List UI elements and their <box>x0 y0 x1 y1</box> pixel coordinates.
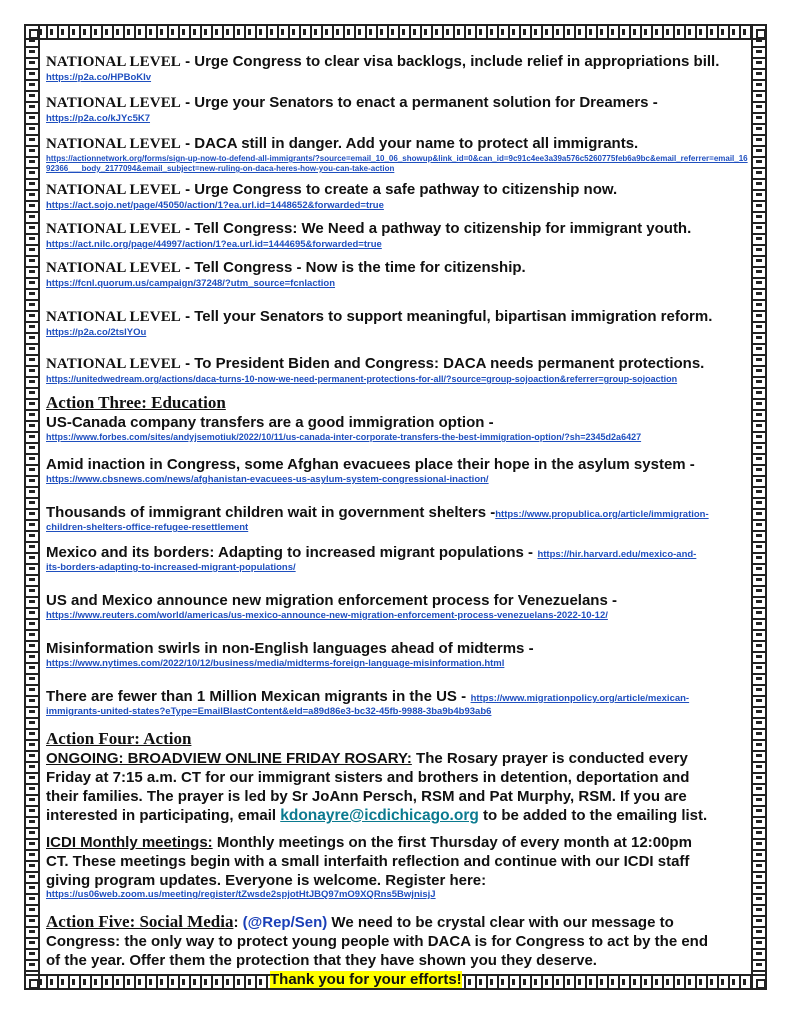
rosary-line: interested in participating, email <box>46 807 281 824</box>
icdi-line: Monthly meetings on the first Thursday of every month at 12:00pm <box>212 834 692 851</box>
social-media-line: of the year. Offer them the protection that they have shown you they deserve. <box>46 952 597 969</box>
education-text: Misinformation swirls in non-English languages ahead of midterms - <box>46 640 534 657</box>
national-item <box>46 134 748 174</box>
level-label: NATIONAL LEVEL <box>46 182 181 198</box>
education-text: US-Canada company transfers are a good immigration option - <box>46 414 494 431</box>
section-heading-action: Action Four: Action <box>46 729 192 748</box>
action-link[interactable]: https://actionnetwork.org/forms/sign-up-now-to-defend-all-immigrants/?source=email_10_06_showup&link_id=0&can_id=9c91c4ee3a39a576c5260775feb6a9bc&email_referrer=email_1692366___body_2177094&email_subject=new-ruling-on-daca-heres-how-you-can-take-action <box>46 154 748 173</box>
level-label: NATIONAL LEVEL <box>46 221 181 237</box>
education-item <box>46 639 748 669</box>
level-label: NATIONAL LEVEL <box>46 260 181 276</box>
border-corner <box>24 974 40 990</box>
social-media-line: We need to be crystal clear with our message to <box>327 914 674 931</box>
action-link[interactable]: https://fcnl.quorum.us/campaign/37248/?utm_source=fcnlaction <box>46 278 336 289</box>
action-text: Tell Congress: We Need a pathway to citizenship for immigrant youth. <box>194 220 692 237</box>
level-label: NATIONAL LEVEL <box>46 309 181 325</box>
separator: - <box>180 259 195 276</box>
border-top <box>24 24 767 40</box>
action-text: Urge Congress to create a safe pathway to citizenship now. <box>194 181 618 198</box>
icdi-line: giving program updates. Everyone is welcome. Register here: <box>46 872 487 889</box>
action-link[interactable]: https://p2a.co/kJYc5K7 <box>46 113 151 124</box>
section-heading-education: Action Three: Education <box>46 393 226 412</box>
education-text: US and Mexico announce new migration enforcement process for Venezuelans - <box>46 592 617 609</box>
action-text: Tell Congress - Now is the time for citizenship. <box>194 259 526 276</box>
rosary-heading: ONGOING: BROADVIEW ONLINE FRIDAY ROSARY: <box>46 750 412 767</box>
national-item <box>46 52 748 83</box>
separator: - <box>180 220 195 237</box>
separator: - <box>180 181 195 198</box>
rosary-email-link[interactable]: kdonayre@icdichicago.org <box>280 807 479 824</box>
social-media-paragraph <box>46 912 748 989</box>
action-text: Urge your Senators to enact a permanent solution for Dreamers - <box>194 94 658 111</box>
document-body <box>46 52 748 989</box>
rosary-paragraph <box>46 749 748 825</box>
education-text: Thousands of immigrant children wait in government shelters - <box>46 504 496 521</box>
section-heading-social-media: Action Five: Social Media <box>46 912 234 931</box>
education-link[interactable]: https://www.reuters.com/world/americas/us-mexico-announce-new-migration-enforcement-process-venezuelans-2022-10-12/ <box>46 610 608 621</box>
education-link[interactable]: https://www.cbsnews.com/news/afghanistan-evacuees-us-asylum-system-congressional-inaction/ <box>46 474 489 485</box>
rosary-line: to be added to the emailing list. <box>478 807 708 824</box>
separator: - <box>180 53 195 70</box>
education-link[interactable]: https://www.migrationpolicy.org/article/mexican- <box>470 693 690 704</box>
level-label: NATIONAL LEVEL <box>46 95 181 111</box>
national-item <box>46 354 748 385</box>
social-media-line: Congress: the only way to protect young people with DACA is for Congress to act by the end <box>46 933 709 950</box>
separator: - <box>180 308 195 325</box>
education-link[interactable]: https://www.nytimes.com/2022/10/12/business/media/midterms-foreign-language-misinformation.html <box>46 658 505 669</box>
education-item <box>46 687 748 717</box>
national-item <box>46 258 748 289</box>
education-item <box>46 503 748 533</box>
education-link-continued[interactable]: its-borders-adapting-to-increased-migrant-populations/ <box>46 562 296 573</box>
action-text: Urge Congress to clear visa backlogs, include relief in appropriations bill. <box>194 53 720 70</box>
action-link[interactable]: https://p2a.co/HPBoKIv <box>46 72 152 83</box>
action-text: To President Biden and Congress: DACA needs permanent protections. <box>194 355 705 372</box>
rosary-line: The Rosary prayer is conducted every <box>411 750 688 767</box>
border-right <box>751 24 767 990</box>
icdi-register-link[interactable]: https://us06web.zoom.us/meeting/register/tZwsde2spjotHtJBQ97mO9XQRns5BwjnisjJ <box>46 889 436 900</box>
level-label: NATIONAL LEVEL <box>46 136 181 152</box>
national-item <box>46 219 748 250</box>
border-corner <box>751 24 767 40</box>
border-left <box>24 24 40 990</box>
education-text: There are fewer than 1 Million Mexican migrants in the US - <box>46 688 467 705</box>
action-link[interactable]: https://p2a.co/2tslYOu <box>46 327 147 338</box>
action-link[interactable]: https://act.nilc.org/page/44997/action/1?ea.url.id=1444695&forwarded=true <box>46 239 382 250</box>
education-text: Mexico and its borders: Adapting to increased migrant populations - <box>46 544 533 561</box>
rep-sen-tag: (@Rep/Sen) <box>242 914 328 931</box>
education-item <box>46 455 748 485</box>
action-link[interactable]: https://act.sojo.net/page/45050/action/1?ea.url.id=1448652&forwarded=true <box>46 200 384 211</box>
education-link[interactable]: https://hir.harvard.edu/mexico-and- <box>537 549 697 560</box>
rosary-line: Friday at 7:15 a.m. CT for our immigrant sisters and brothers in detention, deportation and <box>46 769 690 786</box>
action-text: Tell your Senators to support meaningful, bipartisan immigration reform. <box>194 308 713 325</box>
education-item <box>46 413 748 443</box>
separator: : <box>233 914 243 931</box>
education-link-continued[interactable]: immigrants-united-states?eType=EmailBlastContent&eId=a89d86e3-bc32-45fb-9988-3ba9b4b93ab6 <box>46 706 492 717</box>
national-item <box>46 180 748 211</box>
level-label: NATIONAL LEVEL <box>46 54 181 70</box>
icdi-heading: ICDI Monthly meetings: <box>46 834 213 851</box>
education-link[interactable]: https://www.forbes.com/sites/andyjsemotiuk/2022/10/11/us-canada-inter-corporate-transfers-the-best-immigration-option/?sh=2345d2a6427 <box>46 432 642 442</box>
education-item <box>46 591 748 621</box>
icdi-line: CT. These meetings begin with a small interfaith reflection and continue with our ICDI staff <box>46 853 690 870</box>
action-text: DACA still in danger. Add your name to protect all immigrants. <box>194 135 639 152</box>
national-item <box>46 93 748 124</box>
separator: - <box>180 94 195 111</box>
thanks-highlight: Thank you for your efforts! <box>270 971 462 988</box>
rosary-line: their families. The prayer is led by Sr JoAnn Persch, RSM and Pat Murphy, RSM. If you are <box>46 788 687 805</box>
icdi-paragraph <box>46 833 748 900</box>
level-label: NATIONAL LEVEL <box>46 356 181 372</box>
border-corner <box>751 974 767 990</box>
national-item <box>46 307 748 338</box>
education-link-continued[interactable]: children-shelters-office-refugee-resettlement <box>46 522 249 533</box>
education-link[interactable]: https://www.propublica.org/article/immigration- <box>495 509 709 520</box>
border-corner <box>24 24 40 40</box>
action-link[interactable]: https://unitedwedream.org/actions/daca-turns-10-now-we-need-permanent-protections-for-all/?source=group-sojoaction&referrer=group-sojoaction <box>46 374 678 384</box>
separator: - <box>180 355 195 372</box>
separator: - <box>180 135 195 152</box>
education-text: Amid inaction in Congress, some Afghan evacuees place their hope in the asylum system - <box>46 456 695 473</box>
education-item <box>46 543 748 573</box>
